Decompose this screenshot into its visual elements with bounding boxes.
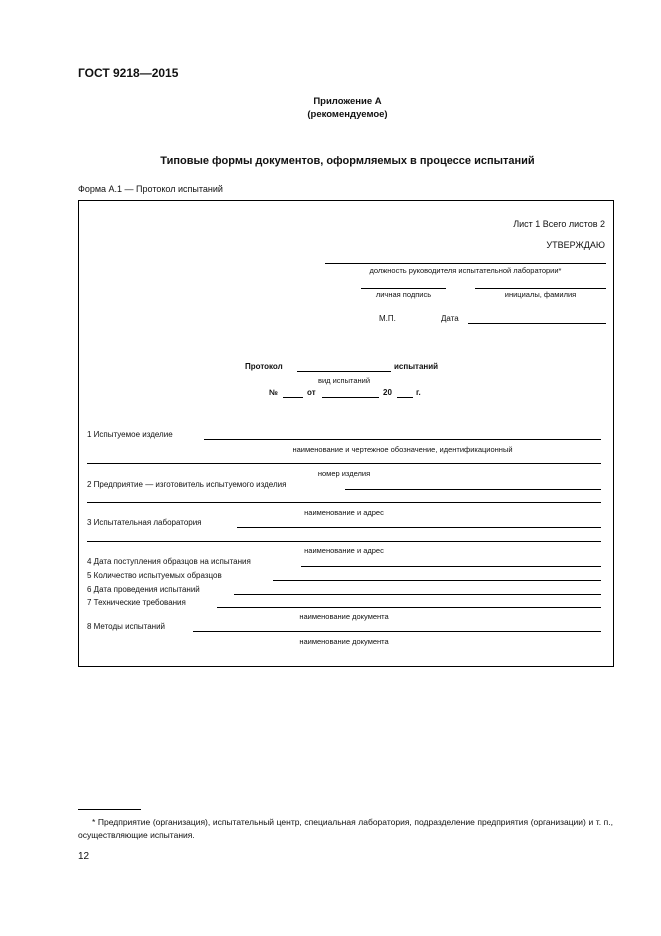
item-7-label: 7 Технические требования [87,598,186,607]
name-caption: инициалы, фамилия [504,290,577,299]
item-2-caption: наименование и адрес [304,508,384,517]
from-label: от [307,388,316,397]
item-3-line-2 [87,541,601,542]
date-line [468,323,606,324]
item-7-caption: наименование документа [299,612,389,621]
name-line [475,288,606,289]
page-number: 12 [78,851,90,862]
footnote-rule [78,809,141,810]
item-3-caption: наименование и адрес [304,546,384,555]
year-prefix: 20 [383,388,392,397]
item-7-line [217,607,601,608]
item-5-line [273,580,601,581]
day-month-line [322,397,379,398]
item-1-caption-b: номер изделия [317,469,371,478]
item-4-line [301,566,601,567]
item-4-label: 4 Дата поступления образцов на испытания [87,557,251,566]
item-2-label: 2 Предприятие — изготовитель испытуемого изделия [87,480,287,489]
annex-status: (рекомендуемое) [307,109,388,120]
sheet-info: Лист 1 Всего листов 2 [513,219,605,229]
item-6-label: 6 Дата проведения испытаний [87,585,200,594]
tests-label: испытаний [394,362,439,371]
item-3-label: 3 Испытательная лаборатория [87,518,202,527]
position-line [325,263,606,264]
date-label: Дата [441,314,459,323]
item-8-caption: наименование документа [299,637,389,646]
footnote: * Предприятие (организация), испытательный центр, специальная лаборатория, подразделение предприятия (организации) и т. п., осуществляющие испытания. [78,817,613,840]
test-type-caption: вид испытаний [317,376,371,385]
item-2-line-2 [87,502,601,503]
item-8-label: 8 Методы испытаний [87,622,166,631]
year-line [397,397,413,398]
item-1-line [204,439,601,440]
approve-label: УТВЕРЖДАЮ [546,240,605,250]
signature-line [361,288,446,289]
section-title: Типовые формы документов, оформляемых в процессе испытаний [160,155,535,167]
item-3-line [237,527,601,528]
form-caption: Форма А.1 — Протокол испытаний [78,184,223,194]
annex-title: Приложение А [313,96,382,107]
standard-header: ГОСТ 9218—2015 [78,66,179,80]
number-line [283,397,303,398]
item-2-line [345,489,601,490]
number-label: № [269,388,278,397]
year-suffix: г. [416,388,421,397]
item-5-label: 5 Количество испытуемых образцов [87,571,222,580]
protocol-type-line [297,371,391,372]
item-1-label: 1 Испытуемое изделие [87,430,173,439]
signature-caption: личная подпись [375,290,432,299]
protocol-form-frame [78,200,614,667]
protocol-label: Протокол [245,362,283,371]
position-caption: должность руководителя испытательной лаборатории* [369,266,562,275]
item-8-line [193,631,601,632]
item-6-line [234,594,601,595]
item-1-caption-a: наименование и чертежное обозначение, идентификационный [292,445,513,454]
stamp-label: М.П. [379,314,396,323]
item-1-line-2 [87,463,601,464]
